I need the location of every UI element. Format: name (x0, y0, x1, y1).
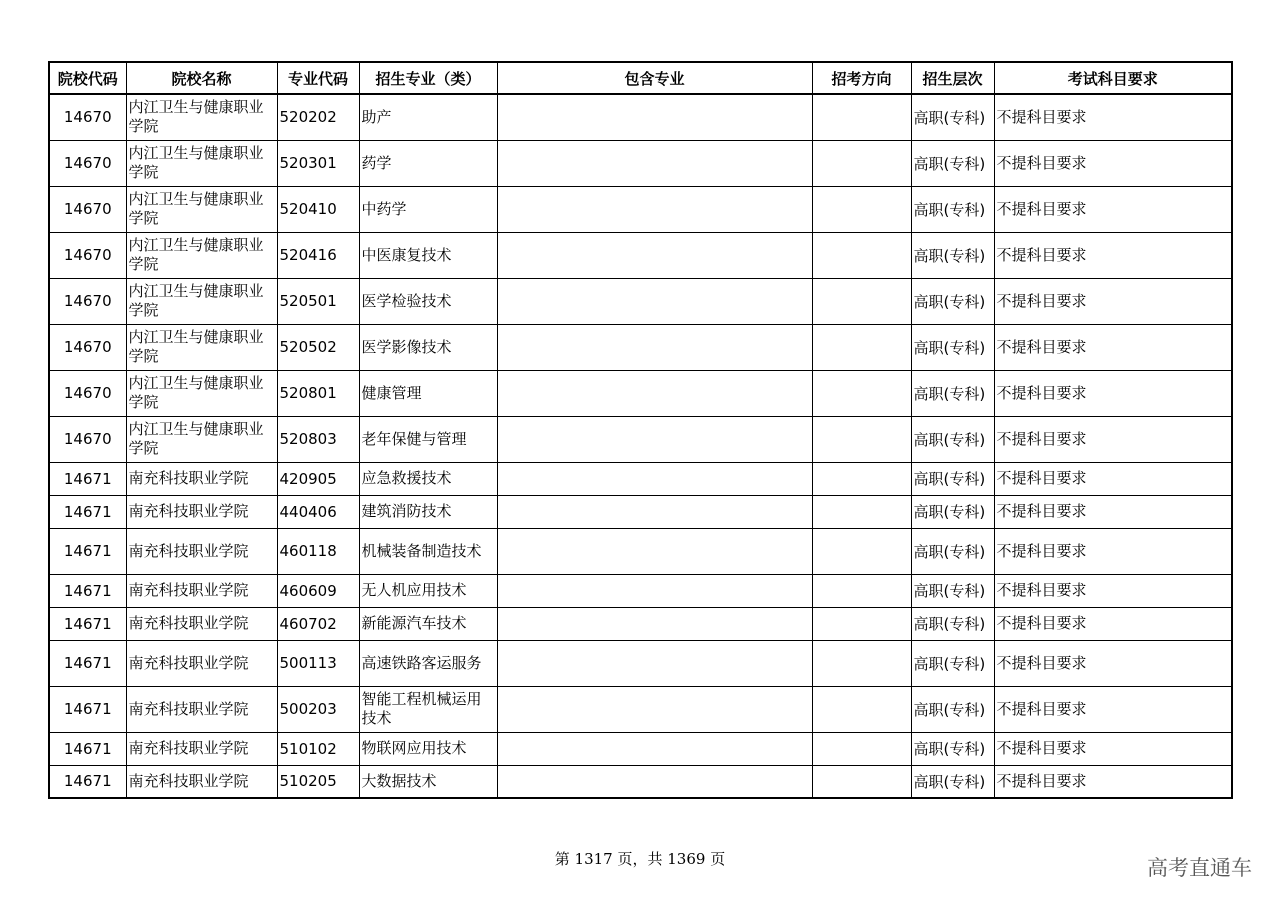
watermark: 高考直通车 (1147, 856, 1252, 880)
cell-requirement: 不提科目要求 (994, 607, 1232, 640)
cell-major: 医学检验技术 (359, 278, 497, 324)
cell-requirement: 不提科目要求 (994, 278, 1232, 324)
cell-requirement: 不提科目要求 (994, 232, 1232, 278)
cell-school-code: 14670 (49, 416, 126, 462)
cell-direction (812, 686, 911, 732)
cell-school-code: 14670 (49, 232, 126, 278)
cell-requirement: 不提科目要求 (994, 640, 1232, 686)
cell-level: 高职(专科) (911, 324, 994, 370)
cell-level: 高职(专科) (911, 140, 994, 186)
cell-school-name: 内江卫生与健康职业学院 (126, 186, 277, 232)
cell-included-majors (497, 324, 812, 370)
cell-included-majors (497, 686, 812, 732)
cell-direction (812, 140, 911, 186)
cell-included-majors (497, 765, 812, 798)
cell-school-code: 14671 (49, 765, 126, 798)
cell-major: 机械装备制造技术 (359, 528, 497, 574)
cell-school-code: 14671 (49, 607, 126, 640)
header-school-code: 院校代码 (49, 62, 126, 94)
admissions-table (48, 61, 1233, 799)
cell-school-name: 南充科技职业学院 (126, 640, 277, 686)
header-major-code: 专业代码 (277, 62, 359, 94)
cell-major-code: 460118 (277, 528, 359, 574)
cell-school-name: 南充科技职业学院 (126, 462, 277, 495)
cell-major: 高速铁路客运服务 (359, 640, 497, 686)
cell-school-code: 14671 (49, 528, 126, 574)
cell-school-code: 14671 (49, 495, 126, 528)
cell-level: 高职(专科) (911, 416, 994, 462)
cell-major: 新能源汽车技术 (359, 607, 497, 640)
cell-major-code: 520501 (277, 278, 359, 324)
cell-requirement: 不提科目要求 (994, 462, 1232, 495)
cell-major-code: 510205 (277, 765, 359, 798)
table-row (49, 528, 1232, 574)
cell-included-majors (497, 462, 812, 495)
cell-school-name: 南充科技职业学院 (126, 686, 277, 732)
cell-school-code: 14671 (49, 686, 126, 732)
cell-major: 药学 (359, 140, 497, 186)
cell-major: 物联网应用技术 (359, 732, 497, 765)
cell-level: 高职(专科) (911, 495, 994, 528)
cell-included-majors (497, 528, 812, 574)
cell-included-majors (497, 186, 812, 232)
cell-direction (812, 324, 911, 370)
cell-school-name: 内江卫生与健康职业学院 (126, 278, 277, 324)
cell-school-name: 南充科技职业学院 (126, 607, 277, 640)
cell-school-code: 14670 (49, 140, 126, 186)
cell-level: 高职(专科) (911, 278, 994, 324)
cell-direction (812, 528, 911, 574)
cell-level: 高职(专科) (911, 574, 994, 607)
cell-direction (812, 765, 911, 798)
cell-requirement: 不提科目要求 (994, 574, 1232, 607)
header-included-majors: 包含专业 (497, 62, 812, 94)
header-major: 招生专业（类） (359, 62, 497, 94)
table-row (49, 324, 1232, 370)
cell-direction (812, 495, 911, 528)
table-row (49, 416, 1232, 462)
table-row (49, 765, 1232, 798)
cell-school-name: 内江卫生与健康职业学院 (126, 140, 277, 186)
cell-direction (812, 416, 911, 462)
cell-school-code: 14671 (49, 732, 126, 765)
cell-level: 高职(专科) (911, 686, 994, 732)
cell-direction (812, 462, 911, 495)
cell-included-majors (497, 732, 812, 765)
cell-requirement: 不提科目要求 (994, 732, 1232, 765)
cell-level: 高职(专科) (911, 765, 994, 798)
cell-major-code: 520410 (277, 186, 359, 232)
cell-direction (812, 94, 911, 140)
cell-included-majors (497, 232, 812, 278)
cell-requirement: 不提科目要求 (994, 370, 1232, 416)
cell-included-majors (497, 640, 812, 686)
cell-major-code: 520301 (277, 140, 359, 186)
cell-major-code: 520803 (277, 416, 359, 462)
cell-direction (812, 732, 911, 765)
cell-requirement: 不提科目要求 (994, 528, 1232, 574)
table-row (49, 732, 1232, 765)
cell-school-code: 14670 (49, 370, 126, 416)
cell-direction (812, 574, 911, 607)
cell-major: 应急救援技术 (359, 462, 497, 495)
cell-major: 医学影像技术 (359, 324, 497, 370)
cell-major: 中药学 (359, 186, 497, 232)
cell-major-code: 500113 (277, 640, 359, 686)
cell-direction (812, 186, 911, 232)
cell-included-majors (497, 495, 812, 528)
cell-level: 高职(专科) (911, 732, 994, 765)
cell-major: 建筑消防技术 (359, 495, 497, 528)
table-row (49, 232, 1232, 278)
cell-school-name: 南充科技职业学院 (126, 574, 277, 607)
cell-major-code: 440406 (277, 495, 359, 528)
cell-requirement: 不提科目要求 (994, 686, 1232, 732)
cell-level: 高职(专科) (911, 232, 994, 278)
cell-school-code: 14670 (49, 94, 126, 140)
cell-school-name: 内江卫生与健康职业学院 (126, 416, 277, 462)
cell-major-code: 500203 (277, 686, 359, 732)
cell-requirement: 不提科目要求 (994, 324, 1232, 370)
cell-requirement: 不提科目要求 (994, 140, 1232, 186)
cell-major-code: 510102 (277, 732, 359, 765)
table-row (49, 140, 1232, 186)
cell-school-name: 南充科技职业学院 (126, 528, 277, 574)
cell-school-code: 14670 (49, 278, 126, 324)
table-row (49, 607, 1232, 640)
cell-major-code: 460702 (277, 607, 359, 640)
header-school-name: 院校名称 (126, 62, 277, 94)
header-direction: 招考方向 (812, 62, 911, 94)
table-row (49, 462, 1232, 495)
cell-major: 大数据技术 (359, 765, 497, 798)
cell-included-majors (497, 574, 812, 607)
cell-direction (812, 370, 911, 416)
cell-school-name: 南充科技职业学院 (126, 765, 277, 798)
cell-major: 助产 (359, 94, 497, 140)
cell-major: 老年保健与管理 (359, 416, 497, 462)
cell-included-majors (497, 94, 812, 140)
cell-major-code: 520801 (277, 370, 359, 416)
table-row (49, 370, 1232, 416)
cell-requirement: 不提科目要求 (994, 495, 1232, 528)
cell-included-majors (497, 607, 812, 640)
cell-school-name: 内江卫生与健康职业学院 (126, 94, 277, 140)
table-header-row (49, 62, 1232, 94)
table-row (49, 186, 1232, 232)
cell-major-code: 520416 (277, 232, 359, 278)
cell-school-code: 14671 (49, 640, 126, 686)
cell-direction (812, 232, 911, 278)
cell-direction (812, 278, 911, 324)
cell-school-name: 内江卫生与健康职业学院 (126, 324, 277, 370)
cell-level: 高职(专科) (911, 607, 994, 640)
table-row (49, 574, 1232, 607)
cell-major: 智能工程机械运用技术 (359, 686, 497, 732)
cell-major-code: 420905 (277, 462, 359, 495)
header-requirement: 考试科目要求 (994, 62, 1232, 94)
cell-included-majors (497, 278, 812, 324)
cell-included-majors (497, 370, 812, 416)
cell-level: 高职(专科) (911, 528, 994, 574)
table-row (49, 495, 1232, 528)
cell-school-name: 南充科技职业学院 (126, 495, 277, 528)
cell-requirement: 不提科目要求 (994, 416, 1232, 462)
page-number: 第 1317 页，共 1369 页 (554, 850, 726, 868)
table-body (49, 94, 1232, 798)
cell-school-code: 14671 (49, 462, 126, 495)
cell-school-name: 南充科技职业学院 (126, 732, 277, 765)
cell-level: 高职(专科) (911, 640, 994, 686)
cell-school-code: 14671 (49, 574, 126, 607)
cell-level: 高职(专科) (911, 94, 994, 140)
cell-major: 健康管理 (359, 370, 497, 416)
table-row (49, 278, 1232, 324)
cell-requirement: 不提科目要求 (994, 186, 1232, 232)
cell-major-code: 520202 (277, 94, 359, 140)
header-level: 招生层次 (911, 62, 994, 94)
cell-major-code: 460609 (277, 574, 359, 607)
cell-included-majors (497, 140, 812, 186)
cell-school-code: 14670 (49, 186, 126, 232)
cell-level: 高职(专科) (911, 370, 994, 416)
cell-direction (812, 607, 911, 640)
cell-included-majors (497, 416, 812, 462)
table-row (49, 686, 1232, 732)
cell-level: 高职(专科) (911, 186, 994, 232)
cell-school-name: 内江卫生与健康职业学院 (126, 232, 277, 278)
cell-school-code: 14670 (49, 324, 126, 370)
cell-major: 中医康复技术 (359, 232, 497, 278)
cell-requirement: 不提科目要求 (994, 94, 1232, 140)
cell-direction (812, 640, 911, 686)
table-row (49, 94, 1232, 140)
cell-major-code: 520502 (277, 324, 359, 370)
cell-level: 高职(专科) (911, 462, 994, 495)
table-row (49, 640, 1232, 686)
cell-requirement: 不提科目要求 (994, 765, 1232, 798)
cell-school-name: 内江卫生与健康职业学院 (126, 370, 277, 416)
cell-major: 无人机应用技术 (359, 574, 497, 607)
